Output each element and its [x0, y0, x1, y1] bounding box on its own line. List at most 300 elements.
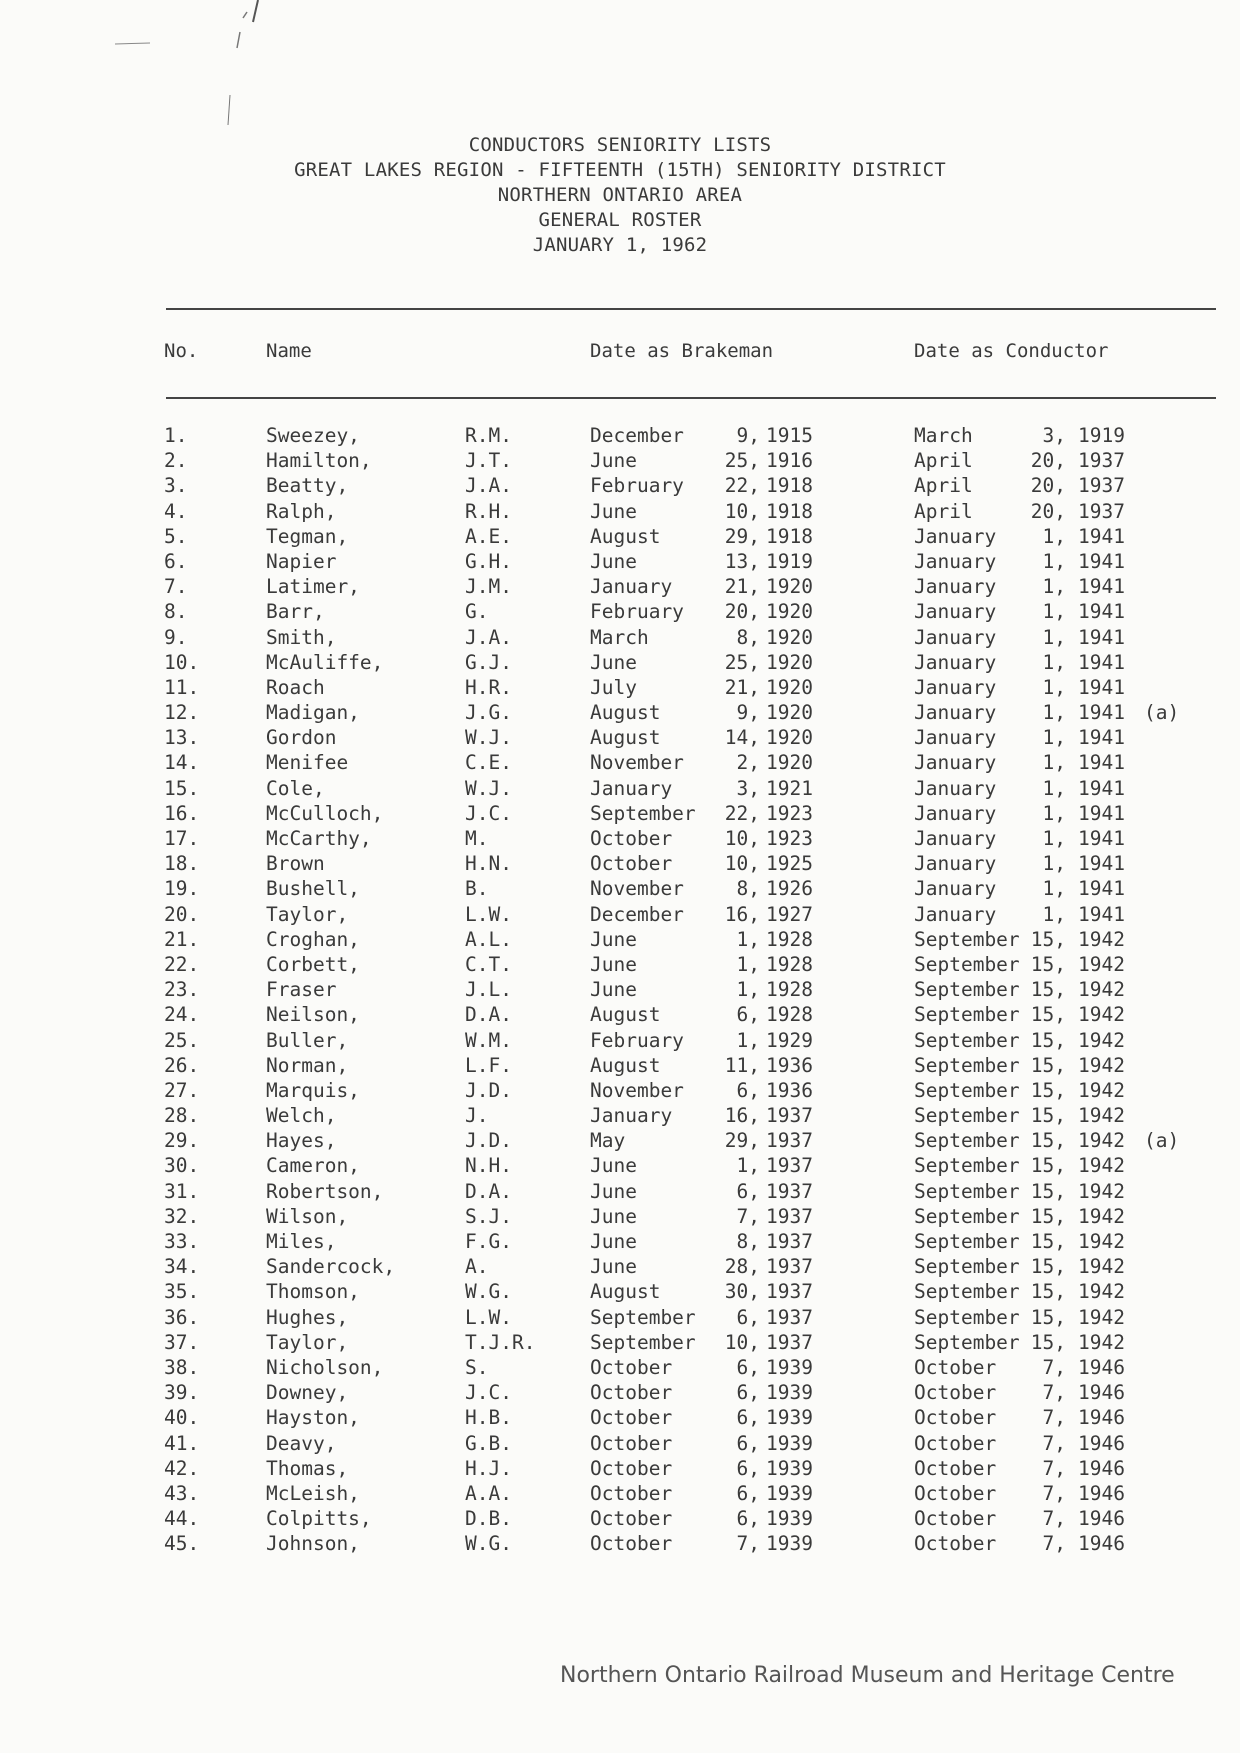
conductor-year: 1942 [1078, 1230, 1125, 1253]
header-rule-bottom [166, 397, 1216, 399]
brakeman-month: June [590, 978, 637, 1002]
brakeman-month: August [590, 1003, 661, 1027]
conductor-day: 20, [1030, 449, 1066, 473]
conductor-month: March [914, 424, 973, 447]
conductor-day: 1, [1042, 726, 1066, 750]
table-row [0, 851, 1240, 876]
title-line-3: NORTHERN ONTARIO AREA [497, 184, 743, 206]
brakeman-month: October [590, 1406, 673, 1430]
row-number: 35. [164, 1280, 200, 1304]
conductor-year: 1946 [1078, 1431, 1125, 1455]
conductor-month: January [914, 751, 997, 775]
brakeman-year: 1919 [766, 549, 813, 573]
conductor-year: 1946 [1078, 1532, 1125, 1556]
conductor-month: January [914, 549, 997, 573]
conductor-day: 7, [1042, 1381, 1066, 1405]
conductor-day: 1, [1042, 827, 1066, 850]
initials: J.M. [465, 575, 512, 599]
surname: Beatty, [266, 474, 349, 498]
brakeman-day: 30, [724, 1280, 760, 1304]
conductor-year: 1942 [1078, 1129, 1125, 1153]
table-row [0, 524, 1240, 549]
brakeman-year: 1918 [766, 524, 813, 548]
conductor-year: 1919 [1078, 424, 1125, 447]
row-number: 45. [164, 1532, 200, 1556]
brakeman-month: September [590, 1305, 696, 1329]
brakeman-year: 1916 [766, 449, 813, 473]
conductor-month: September [914, 927, 1020, 951]
initials: N.H. [465, 1154, 512, 1178]
initials: F.G. [465, 1230, 512, 1253]
brakeman-month: February [590, 600, 684, 624]
brakeman-year: 1918 [766, 499, 813, 523]
initials: R.H. [465, 499, 512, 523]
initials: G.J. [465, 650, 512, 674]
brakeman-day: 8, [736, 1230, 760, 1253]
conductor-day: 1, [1042, 902, 1066, 926]
conductor-year: 1941 [1078, 801, 1125, 825]
initials: S. [465, 1355, 489, 1379]
brakeman-day: 6, [736, 1305, 760, 1329]
initials: W.J. [465, 776, 512, 800]
brakeman-day: 28, [724, 1255, 760, 1279]
brakeman-year: 1937 [766, 1305, 813, 1329]
conductor-day: 20, [1030, 474, 1066, 498]
conductor-day: 7, [1042, 1431, 1066, 1455]
footnote-mark: (a) [1144, 701, 1180, 725]
conductor-year: 1946 [1078, 1507, 1125, 1531]
title-line-4: GENERAL ROSTER [538, 209, 702, 231]
conductor-day: 15, [1030, 1230, 1066, 1253]
initials: J.L. [465, 978, 512, 1002]
initials: H.N. [465, 852, 512, 876]
brakeman-day: 16, [724, 902, 760, 926]
brakeman-month: November [590, 877, 684, 901]
conductor-year: 1941 [1078, 650, 1125, 674]
conductor-year: 1941 [1078, 675, 1125, 699]
brakeman-year: 1939 [766, 1507, 813, 1531]
column-header-brakeman: Date as Brakeman [590, 340, 774, 362]
conductor-month: September [914, 1078, 1020, 1102]
row-number: 17. [164, 827, 200, 850]
conductor-day: 15, [1030, 1280, 1066, 1304]
surname: Taylor, [266, 902, 349, 926]
brakeman-year: 1927 [766, 902, 813, 926]
brakeman-day: 21, [724, 675, 760, 699]
conductor-month: September [914, 1053, 1020, 1077]
conductor-year: 1942 [1078, 1305, 1125, 1329]
brakeman-day: 22, [724, 801, 760, 825]
brakeman-month: September [590, 1330, 696, 1354]
conductor-year: 1941 [1078, 776, 1125, 800]
conductor-day: 7, [1042, 1456, 1066, 1480]
brakeman-year: 1926 [766, 877, 813, 901]
brakeman-month: November [590, 751, 684, 775]
surname: Tegman, [266, 524, 349, 548]
row-number: 23. [164, 978, 200, 1002]
table-row [0, 549, 1240, 574]
conductor-year: 1942 [1078, 1078, 1125, 1102]
brakeman-month: December [590, 902, 684, 926]
row-number: 6. [164, 549, 188, 573]
conductor-day: 7, [1042, 1481, 1066, 1505]
brakeman-day: 9, [736, 701, 760, 725]
paper-scratch-marks [110, 0, 290, 130]
conductor-year: 1942 [1078, 1028, 1125, 1052]
row-number: 20. [164, 902, 200, 926]
brakeman-month: October [590, 1507, 673, 1531]
brakeman-month: May [590, 1129, 626, 1153]
row-number: 1. [164, 424, 188, 447]
row-number: 3. [164, 474, 188, 498]
title-line-2: GREAT LAKES REGION - FIFTEENTH (15TH) SENIORITY DISTRICT [294, 159, 946, 181]
conductor-month: January [914, 776, 997, 800]
row-number: 37. [164, 1330, 200, 1354]
initials: J.C. [465, 1381, 512, 1405]
table-row [0, 750, 1240, 775]
brakeman-year: 1928 [766, 952, 813, 976]
row-number: 10. [164, 650, 200, 674]
table-row [0, 448, 1240, 473]
row-number: 26. [164, 1053, 200, 1077]
surname: Smith, [266, 625, 337, 649]
conductor-year: 1937 [1078, 474, 1125, 498]
surname: Deavy, [266, 1431, 337, 1455]
conductor-day: 15, [1030, 927, 1066, 951]
table-row [0, 1456, 1240, 1481]
table-row [0, 599, 1240, 624]
brakeman-day: 21, [724, 575, 760, 599]
conductor-month: October [914, 1532, 997, 1556]
table-row [0, 1028, 1240, 1053]
brakeman-month: June [590, 952, 637, 976]
column-header-name: Name [266, 340, 312, 362]
footnote-mark: (a) [1144, 1129, 1180, 1153]
brakeman-month: June [590, 1179, 637, 1203]
brakeman-month: October [590, 1456, 673, 1480]
brakeman-day: 1, [736, 1154, 760, 1178]
surname: Bushell, [266, 877, 360, 901]
brakeman-year: 1937 [766, 1330, 813, 1354]
brakeman-day: 13, [724, 549, 760, 573]
brakeman-year: 1939 [766, 1406, 813, 1430]
brakeman-day: 11, [724, 1053, 760, 1077]
conductor-year: 1942 [1078, 1204, 1125, 1228]
table-row [0, 902, 1240, 927]
table-row [0, 473, 1240, 498]
conductor-day: 7, [1042, 1355, 1066, 1379]
surname: Hamilton, [266, 449, 372, 473]
brakeman-month: February [590, 1028, 684, 1052]
conductor-month: September [914, 978, 1020, 1002]
surname: Robertson, [266, 1179, 384, 1203]
conductor-month: October [914, 1456, 997, 1480]
initials: C.E. [465, 751, 512, 775]
brakeman-month: August [590, 1280, 661, 1304]
brakeman-month: June [590, 1230, 637, 1253]
surname: Barr, [266, 600, 325, 624]
initials: D.A. [465, 1003, 512, 1027]
conductor-year: 1941 [1078, 827, 1125, 850]
surname: Corbett, [266, 952, 360, 976]
brakeman-month: June [590, 499, 637, 523]
brakeman-month: September [590, 801, 696, 825]
surname: Nicholson, [266, 1355, 384, 1379]
surname: Welch, [266, 1104, 337, 1128]
conductor-month: September [914, 1280, 1020, 1304]
table-row [0, 499, 1240, 524]
conductor-day: 1, [1042, 625, 1066, 649]
conductor-month: October [914, 1406, 997, 1430]
brakeman-year: 1915 [766, 424, 813, 447]
row-number: 16. [164, 801, 200, 825]
row-number: 12. [164, 701, 200, 725]
brakeman-month: December [590, 424, 684, 447]
table-row [0, 675, 1240, 700]
conductor-day: 15, [1030, 952, 1066, 976]
conductor-year: 1946 [1078, 1481, 1125, 1505]
surname: Wilson, [266, 1204, 349, 1228]
initials: G.H. [465, 549, 512, 573]
brakeman-day: 29, [724, 1129, 760, 1153]
conductor-year: 1941 [1078, 549, 1125, 573]
table-row [0, 1279, 1240, 1304]
initials: A.A. [465, 1481, 512, 1505]
initials: D.B. [465, 1507, 512, 1531]
surname: Cameron, [266, 1154, 360, 1178]
row-number: 14. [164, 751, 200, 775]
conductor-month: September [914, 1330, 1020, 1354]
conductor-month: October [914, 1355, 997, 1379]
initials: J.T. [465, 449, 512, 473]
row-number: 29. [164, 1129, 200, 1153]
conductor-year: 1941 [1078, 625, 1125, 649]
conductor-day: 15, [1030, 1003, 1066, 1027]
conductor-day: 15, [1030, 1104, 1066, 1128]
table-row [0, 1531, 1240, 1556]
conductor-month: April [914, 499, 973, 523]
table-row [0, 1254, 1240, 1279]
row-number: 21. [164, 927, 200, 951]
conductor-year: 1941 [1078, 701, 1125, 725]
conductor-month: January [914, 600, 997, 624]
row-number: 40. [164, 1406, 200, 1430]
conductor-day: 1, [1042, 776, 1066, 800]
conductor-year: 1946 [1078, 1381, 1125, 1405]
surname: Hayes, [266, 1129, 337, 1153]
conductor-year: 1942 [1078, 1179, 1125, 1203]
row-number: 39. [164, 1381, 200, 1405]
table-row [0, 826, 1240, 851]
conductor-month: October [914, 1381, 997, 1405]
brakeman-day: 6, [736, 1456, 760, 1480]
conductor-month: January [914, 650, 997, 674]
row-number: 7. [164, 575, 188, 599]
conductor-month: September [914, 952, 1020, 976]
table-row [0, 952, 1240, 977]
conductor-year: 1942 [1078, 1053, 1125, 1077]
brakeman-month: June [590, 449, 637, 473]
brakeman-month: August [590, 1053, 661, 1077]
brakeman-day: 1, [736, 978, 760, 1002]
conductor-day: 15, [1030, 1028, 1066, 1052]
conductor-year: 1941 [1078, 877, 1125, 901]
brakeman-day: 25, [724, 650, 760, 674]
row-number: 24. [164, 1003, 200, 1027]
brakeman-year: 1929 [766, 1028, 813, 1052]
museum-watermark: Northern Ontario Railroad Museum and Heritage Centre [560, 1663, 1175, 1688]
conductor-month: October [914, 1431, 997, 1455]
surname: Colpitts, [266, 1507, 372, 1531]
brakeman-day: 7, [736, 1204, 760, 1228]
brakeman-month: July [590, 675, 637, 699]
brakeman-year: 1937 [766, 1104, 813, 1128]
brakeman-day: 6, [736, 1003, 760, 1027]
conductor-day: 15, [1030, 1255, 1066, 1279]
brakeman-day: 10, [724, 852, 760, 876]
brakeman-month: October [590, 1431, 673, 1455]
surname: Napier [266, 549, 337, 573]
brakeman-year: 1936 [766, 1053, 813, 1077]
brakeman-day: 6, [736, 1355, 760, 1379]
brakeman-day: 14, [724, 726, 760, 750]
brakeman-month: June [590, 1255, 637, 1279]
brakeman-year: 1937 [766, 1280, 813, 1304]
conductor-day: 1, [1042, 549, 1066, 573]
table-row [0, 876, 1240, 901]
conductor-month: October [914, 1481, 997, 1505]
row-number: 2. [164, 449, 188, 473]
brakeman-month: June [590, 927, 637, 951]
table-row [0, 776, 1240, 801]
row-number: 30. [164, 1154, 200, 1178]
brakeman-month: March [590, 625, 649, 649]
conductor-day: 15, [1030, 1154, 1066, 1178]
conductor-month: September [914, 1230, 1020, 1253]
surname: Sweezey, [266, 424, 360, 447]
conductor-day: 20, [1030, 499, 1066, 523]
row-number: 5. [164, 524, 188, 548]
brakeman-month: October [590, 1532, 673, 1556]
conductor-day: 15, [1030, 1330, 1066, 1354]
initials: H.B. [465, 1406, 512, 1430]
table-row [0, 1229, 1240, 1254]
brakeman-year: 1937 [766, 1255, 813, 1279]
brakeman-month: August [590, 701, 661, 725]
brakeman-month: October [590, 1381, 673, 1405]
brakeman-month: October [590, 1355, 673, 1379]
brakeman-day: 1, [736, 952, 760, 976]
brakeman-year: 1937 [766, 1230, 813, 1253]
conductor-day: 15, [1030, 1129, 1066, 1153]
brakeman-day: 10, [724, 1330, 760, 1354]
conductor-year: 1942 [1078, 978, 1125, 1002]
brakeman-day: 6, [736, 1481, 760, 1505]
brakeman-month: February [590, 474, 684, 498]
row-number: 25. [164, 1028, 200, 1052]
conductor-day: 1, [1042, 575, 1066, 599]
conductor-day: 15, [1030, 1305, 1066, 1329]
brakeman-year: 1939 [766, 1481, 813, 1505]
surname: Miles, [266, 1230, 337, 1253]
brakeman-month: June [590, 650, 637, 674]
header-rule-top [166, 308, 1216, 310]
brakeman-year: 1928 [766, 978, 813, 1002]
row-number: 44. [164, 1507, 200, 1531]
conductor-day: 15, [1030, 1179, 1066, 1203]
table-row [0, 1103, 1240, 1128]
initials: L.W. [465, 902, 512, 926]
table-row [0, 1481, 1240, 1506]
table-row [0, 1380, 1240, 1405]
conductor-month: January [914, 575, 997, 599]
brakeman-year: 1920 [766, 575, 813, 599]
conductor-month: January [914, 675, 997, 699]
brakeman-year: 1921 [766, 776, 813, 800]
conductor-year: 1942 [1078, 952, 1125, 976]
surname: Croghan, [266, 927, 360, 951]
row-number: 33. [164, 1230, 200, 1253]
initials: W.G. [465, 1280, 512, 1304]
initials: J.A. [465, 474, 512, 498]
brakeman-year: 1939 [766, 1532, 813, 1556]
brakeman-day: 6, [736, 1431, 760, 1455]
brakeman-month: August [590, 524, 661, 548]
document-title-block [0, 133, 1240, 258]
brakeman-day: 7, [736, 1532, 760, 1556]
row-number: 27. [164, 1078, 200, 1102]
brakeman-year: 1920 [766, 600, 813, 624]
brakeman-month: August [590, 726, 661, 750]
conductor-month: January [914, 877, 997, 901]
initials: R.M. [465, 424, 512, 447]
conductor-year: 1941 [1078, 575, 1125, 599]
brakeman-year: 1937 [766, 1129, 813, 1153]
conductor-month: September [914, 1305, 1020, 1329]
row-number: 4. [164, 499, 188, 523]
conductor-year: 1941 [1078, 902, 1125, 926]
brakeman-month: January [590, 776, 673, 800]
brakeman-year: 1923 [766, 827, 813, 850]
brakeman-day: 1, [736, 1028, 760, 1052]
initials: W.G. [465, 1532, 512, 1556]
conductor-year: 1942 [1078, 1104, 1125, 1128]
conductor-year: 1941 [1078, 726, 1125, 750]
initials: J.D. [465, 1129, 512, 1153]
conductor-month: October [914, 1507, 997, 1531]
conductor-year: 1942 [1078, 927, 1125, 951]
brakeman-day: 2, [736, 751, 760, 775]
row-number: 19. [164, 877, 200, 901]
initials: L.F. [465, 1053, 512, 1077]
table-row [0, 574, 1240, 599]
conductor-year: 1942 [1078, 1280, 1125, 1304]
conductor-month: January [914, 524, 997, 548]
table-row [0, 1128, 1240, 1153]
conductor-month: January [914, 801, 997, 825]
surname: Roach [266, 675, 325, 699]
initials: J. [465, 1104, 489, 1128]
brakeman-year: 1920 [766, 675, 813, 699]
conductor-year: 1941 [1078, 524, 1125, 548]
conductor-day: 15, [1030, 1053, 1066, 1077]
brakeman-year: 1936 [766, 1078, 813, 1102]
initials: W.M. [465, 1028, 512, 1052]
conductor-day: 1, [1042, 751, 1066, 775]
table-row [0, 625, 1240, 650]
surname: Menifee [266, 751, 349, 775]
brakeman-day: 8, [736, 625, 760, 649]
